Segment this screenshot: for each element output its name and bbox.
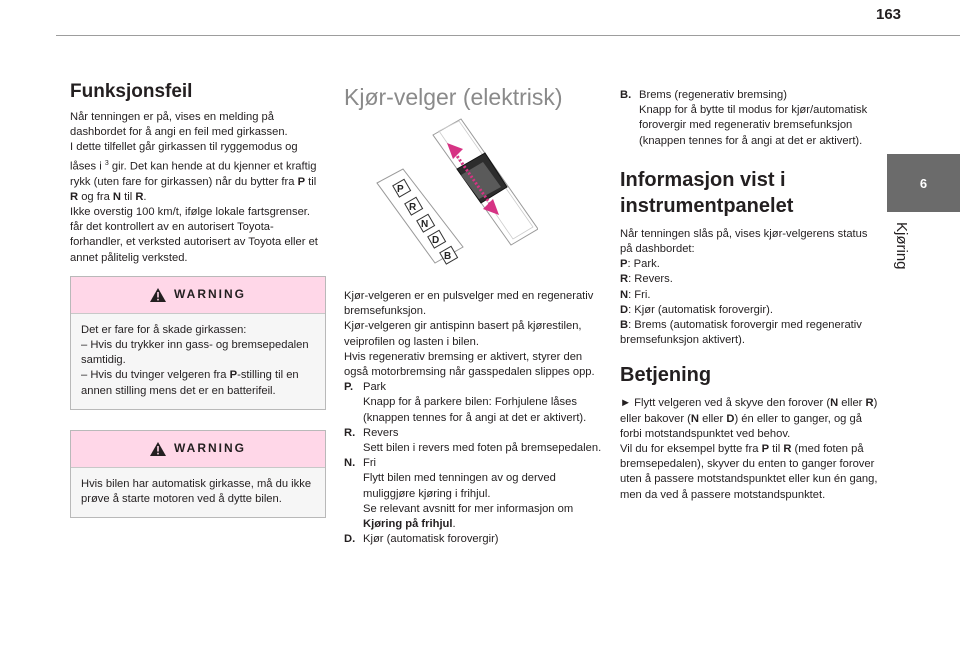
chapter-title: Kjøring	[893, 222, 910, 270]
warning-box-2	[70, 430, 326, 518]
page-number: 163	[876, 6, 902, 23]
warning-header	[71, 277, 325, 314]
label-b: B	[444, 251, 452, 262]
warning-triangle-icon	[150, 442, 166, 456]
item-brems: B. Brems (regenerativ bremsing) Knapp for å bytte til modus for kjør/automatisk forovergir med regenerativ bremsefunksjon (knappen tennes for å angi at det er aktivert).	[620, 89, 868, 147]
label-n: N	[421, 219, 429, 230]
column-right	[620, 88, 882, 503]
label-r: R	[409, 202, 417, 213]
malfunction-paragraph: Når tenningen er på, vises en melding på dashbordet for å angi en feil med girkassen. I dette tilfellet går girkassen til ryggemodus og låses i $^3$ gir. Det kan hende at du kjenner et kraftig rykk (uten fare for girkassen) når du bytter fra P til R og fra N til R. Ikke overstig 100 km/t, ifølge lokale fartsgrenser. får det kontrollert av en autorisert Toyota-forhandler, et verksted autorisert av Toyota eller et annet pålitelig verksted.	[70, 111, 318, 264]
warning-triangle-icon	[150, 288, 166, 302]
section-heading-betjening: Betjening	[620, 364, 712, 387]
selector-intro: Kjør-velgeren er en pulsvelger med en regenerativ bremsefunksjon. Kjør-velgeren gir antispinn basert på kjørestilen, veiprofilen og lasten i bilen. Hvis regenerativ bremsing er aktivert, styrer den også motorbremsing når gasspedalen slippes opp.	[344, 290, 595, 379]
item-revers: R. Revers Sett bilen i revers med foten på bremsepedalen.	[344, 426, 602, 455]
section-heading-informasjon: Informasjon vist i instrumentpanelet	[620, 168, 794, 217]
label-d: D	[432, 235, 440, 246]
item-kjor: D. Kjør (automatisk forovergir)	[344, 533, 499, 546]
warning-box-1	[70, 276, 326, 410]
selector-description	[344, 289, 602, 547]
warning-title: WARNING	[174, 287, 246, 302]
column-middle	[344, 84, 602, 111]
warning-title: WARNING	[174, 441, 246, 456]
warning-body: Hvis bilen har automatisk girkasse, må du ikke prøve å starte motoren ved å dytte bilen.	[71, 468, 325, 517]
header-divider	[56, 35, 960, 36]
chapter-tab[interactable]: 6	[887, 154, 960, 212]
warning-body: Det er fare for å skade girkassen: – Hvis du trykker inn gass- og bremsepedalen samtidig. – Hvis du tvinger velgeren fra P-stilling til en annen stilling mens det er en batterifeil.	[71, 314, 325, 409]
warning-header	[71, 431, 325, 468]
operation-paragraph: ► Flytt velgeren ved å skyve den forover (N eller R) eller bakover (N eller D) én eller to ganger, og gå forbi motstandspunktet ved behov. Vil du for eksempel bytte fra P til R (med foten på bremsepedalen), skyver du enten to ganger forover uten å passere motstandspunktet eller kun én gang, men da ved å passere motstandspunktet.	[620, 397, 878, 501]
section-heading-funksjonsfeil: Funksjonsfeil	[70, 81, 193, 102]
info-intro: Når tenningen slås på, vises kjør-velgerens status på dashbordet:	[620, 227, 868, 256]
selector-letters	[393, 179, 458, 264]
section-heading-kjor-velger: Kjør-velger (elektrisk)	[344, 84, 563, 110]
label-p: P	[397, 184, 404, 195]
item-fri: N. Fri Flytt bilen med tenningen av og derved muliggjøre kjøring i frihjul. Se relevant avsnitt for mer informasjon om Kjøring på frihjul.	[344, 457, 574, 531]
info-list: P: Park. R: Revers. N: Fri. D: Kjør (automatisk forovergir). B: Brems (automatisk forovergir med regenerativ bremsefunksjon aktivert).	[620, 258, 862, 347]
item-park: P. Park Knapp for å parkere bilen: Forhjulene låses (knappen tennes for å angi at det er aktivert).	[344, 381, 587, 424]
link-kjoring-pa-frihjul[interactable]: Kjøring på frihjul	[363, 518, 453, 531]
gear-selector-illustration	[373, 117, 538, 272]
column-left	[70, 80, 326, 518]
